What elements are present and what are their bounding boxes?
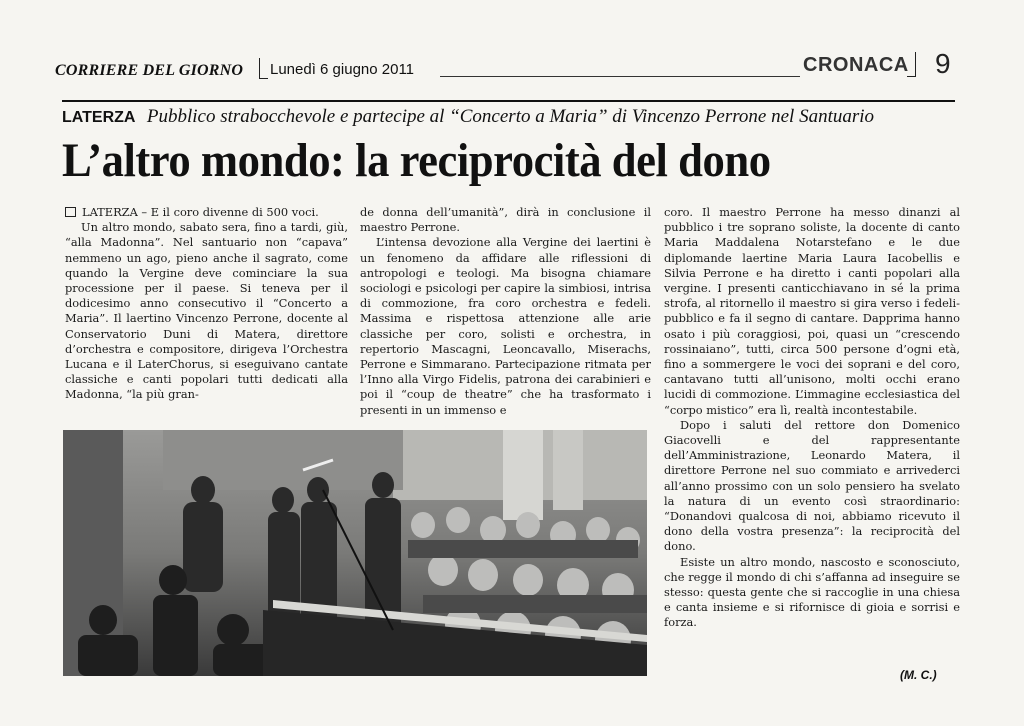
header-divider — [259, 58, 268, 79]
author-signature: (M. C.) — [900, 668, 937, 682]
lead-text: LATERZA – E il coro divenne di 500 voci. — [82, 205, 319, 219]
article-headline: L’altro mondo: la reciprocità del dono — [62, 134, 771, 187]
kicker-place: LATERZA — [62, 109, 136, 126]
header-rule — [440, 76, 800, 77]
column-3-paragraph-1: coro. Il maestro Perrone ha messo dinanzi al pubblico i tre soprano soliste, la docente di canto Maria Maddalena Notarstefano e le due diplomande laertine Maria Laura Iacobellis e Silvia Perrone e ha diretto i canti popolari alla vergine. I presenti canticchiavano in sé la prima strofa, al ritornello il maestro si gira verso i fedeli-pubblico e fa il segno di cantare. Dapprima hanno osato i più coraggiosi, poi, quasi un “crescendo rossinaiano”, tutti, circa 500 persone d’ogni età, fino a sommergere le voci dei soprani e del coro, cantavano tutti all’unisono, molti occhi erano lucidi di commozione. L’immagine ecclesiastica del “corpo mistico” era lì, realtà incontestabile. — [664, 205, 960, 417]
page-header — [55, 48, 965, 82]
article-kicker — [62, 106, 962, 128]
section-name: CRONACA — [803, 54, 909, 76]
column-3-paragraph-3: Esiste un altro mondo, nascosto e sconosciuto, che regge il mondo di chi s’affanna ad inseguire se stesso: questa gente che si raccoglie in una chiesa e canta insieme e si rifornisce di gioia e sorrisi e forza. — [664, 554, 960, 630]
concert-photo-illustration — [63, 430, 647, 676]
kicker-text: Pubblico strabocchevole e partecipe al “Concerto a Maria” di Vincenzo Perrone nel Santuario — [146, 106, 875, 127]
column-2-paragraph-1: de donna dell’umanità”, dirà in conclusione il maestro Perrone. — [360, 205, 651, 235]
page-number: 9 — [935, 48, 951, 79]
column-2-paragraph-2: L’intensa devozione alla Vergine dei laertini è un fenomeno da affidare alle riflessioni di antropologi e teologi. Ma bisogna chiamare sociologi e psicologi per capire la simbiosi, intrisa di commozione, fra coro orchestra e fedeli. Massima e rispettosa attenzione alle arie classiche per coro, solisti e orchestra, in repertorio Mascagni, Leoncavallo, Miserachs, Perrone e Simmarano. Partecipazione ritmata per l’Inno alla Virgo Fidelis, patrona dei carabinieri e poi il “coup de theatre” che ha trasformato i presenti in un immenso e — [360, 235, 651, 417]
article-top-rule — [62, 100, 955, 102]
newspaper-name: CORRIERE DEL GIORNO — [55, 62, 244, 79]
column-1-paragraph-1 — [65, 205, 348, 220]
article-column-3 — [664, 205, 960, 631]
column-3-paragraph-2: Dopo i saluti del rettore don Domenico Giacovelli e del rappresentante dell’Amministrazione, Leonardo Matera, il direttore Perrone nel suo commiato e arrivederci all’anno prossimo con un solo pensiero ha svelato la natura di un evento così straordinario: “Donandovi qualcosa di noi, abbiamo ricevuto il dono della vostra presenza”: la reciprocità del dono. — [664, 417, 960, 554]
article-column-2 — [360, 205, 651, 418]
square-icon — [65, 207, 76, 217]
issue-date: Lunedì 6 giugno 2011 — [270, 61, 415, 78]
column-1-paragraph-2: Un altro mondo, sabato sera, fino a tardi, giù, “alla Madonna”. Nel santuario non “capava” nemmeno un ago, pieno anche il sagrato, come quando la Vergine deve cominciare la sua processione per il paese. Si teneva per il dodicesimo anno consecutivo il “Concerto a Maria”. Il laertino Vincenzo Perrone, docente al Conservatorio Duni di Matera, direttore d’orchestra e compositore, dirigeva l’Orchestra Lucana e il LaterChorus, si eseguivano cantate classiche e canti popolari tutti dedicati alla Madonna, “la più gran- — [65, 220, 348, 402]
article-column-1 — [65, 205, 348, 403]
header-divider-right — [907, 52, 916, 77]
concert-photo — [63, 430, 647, 676]
